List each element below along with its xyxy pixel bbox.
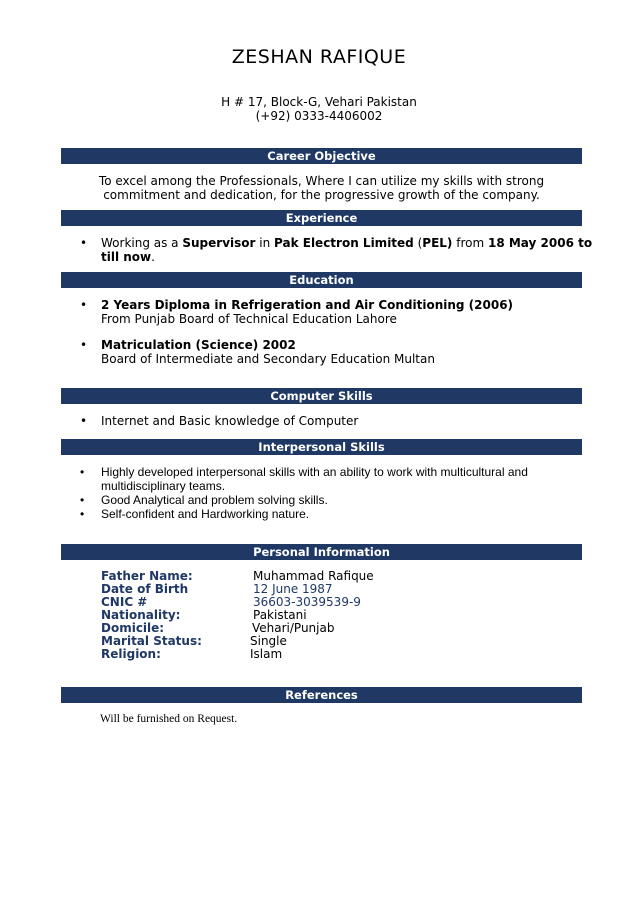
phone-line: (+92) 0333-4406002 bbox=[255, 109, 383, 123]
personal-info-label: Date of Birth bbox=[101, 582, 189, 596]
computer-skill-item: • Internet and Basic knowledge of Computer bbox=[101, 414, 601, 428]
personal-info-label: Religion: bbox=[101, 647, 161, 661]
references-text: Will be furnished on Request. bbox=[100, 713, 238, 725]
education-degree: 2 Years Diploma in Refrigeration and Air Conditioning (2006) bbox=[101, 298, 514, 312]
personal-info-label: CNIC # bbox=[101, 595, 148, 609]
section-header-experience: Experience bbox=[61, 210, 582, 226]
experience-company-abbr: PEL) bbox=[422, 236, 453, 250]
education-institute: From Punjab Board of Technical Education Lahore bbox=[101, 312, 397, 326]
section-header-references: References bbox=[61, 687, 582, 703]
experience-role: Supervisor bbox=[182, 236, 256, 250]
education-item bbox=[101, 298, 601, 326]
section-header-computer-skills: Computer Skills bbox=[61, 388, 582, 404]
section-header-education: Education bbox=[61, 272, 582, 288]
interpersonal-skill-item: • Good Analytical and problem solving skills. bbox=[101, 493, 601, 507]
experience-text: Working as a bbox=[101, 236, 183, 250]
experience-text: in bbox=[255, 236, 275, 250]
personal-info-value: Vehari/Punjab bbox=[252, 621, 335, 635]
personal-info-value: Muhammad Rafique bbox=[253, 569, 374, 583]
personal-info-value: Single bbox=[250, 634, 287, 648]
personal-info-label: Father Name: bbox=[101, 569, 193, 583]
personal-info-label: Domicile: bbox=[101, 621, 165, 635]
computer-skills-list bbox=[61, 414, 601, 428]
education-list bbox=[61, 298, 601, 366]
career-objective-text: To excel among the Professionals, Where I can utilize my skills with strong commitment and dedication, for the progressive growth of the company. bbox=[98, 174, 545, 202]
section-header-interpersonal-skills: Interpersonal Skills bbox=[61, 439, 582, 455]
contact-block bbox=[0, 95, 638, 123]
education-institute: Board of Intermediate and Secondary Education Multan bbox=[101, 352, 435, 366]
experience-text: . bbox=[151, 250, 155, 264]
experience-dates: 18 May 2006 to till now bbox=[101, 236, 593, 264]
section-header-personal-information: Personal Information bbox=[61, 544, 582, 560]
interpersonal-skill-item: • Highly developed interpersonal skills with an ability to work with multicultural and multidisciplinary teams. bbox=[101, 465, 601, 493]
personal-info-value: 36603-3039539-9 bbox=[253, 595, 361, 609]
experience-item bbox=[101, 236, 601, 264]
experience-text: ( bbox=[413, 236, 423, 250]
applicant-name: ZESHAN RAFIQUE bbox=[231, 46, 407, 68]
personal-info-label: Nationality: bbox=[101, 608, 181, 622]
experience-list bbox=[61, 236, 601, 264]
personal-info-value: Islam bbox=[250, 647, 283, 661]
education-degree: Matriculation (Science) 2002 bbox=[101, 338, 296, 352]
interpersonal-skill-item: • Self-confident and Hardworking nature. bbox=[101, 507, 601, 521]
personal-info-value: 12 June 1987 bbox=[253, 582, 333, 596]
experience-company: Pak Electron Limited bbox=[274, 236, 414, 250]
education-item bbox=[101, 338, 601, 366]
experience-text: from bbox=[452, 236, 488, 250]
personal-info-label: Marital Status: bbox=[101, 634, 202, 648]
address-line: H # 17, Block-G, Vehari Pakistan bbox=[221, 95, 417, 109]
section-header-career-objective: Career Objective bbox=[61, 148, 582, 164]
personal-info-value: Pakistani bbox=[253, 608, 307, 622]
interpersonal-skills-list bbox=[61, 465, 601, 521]
